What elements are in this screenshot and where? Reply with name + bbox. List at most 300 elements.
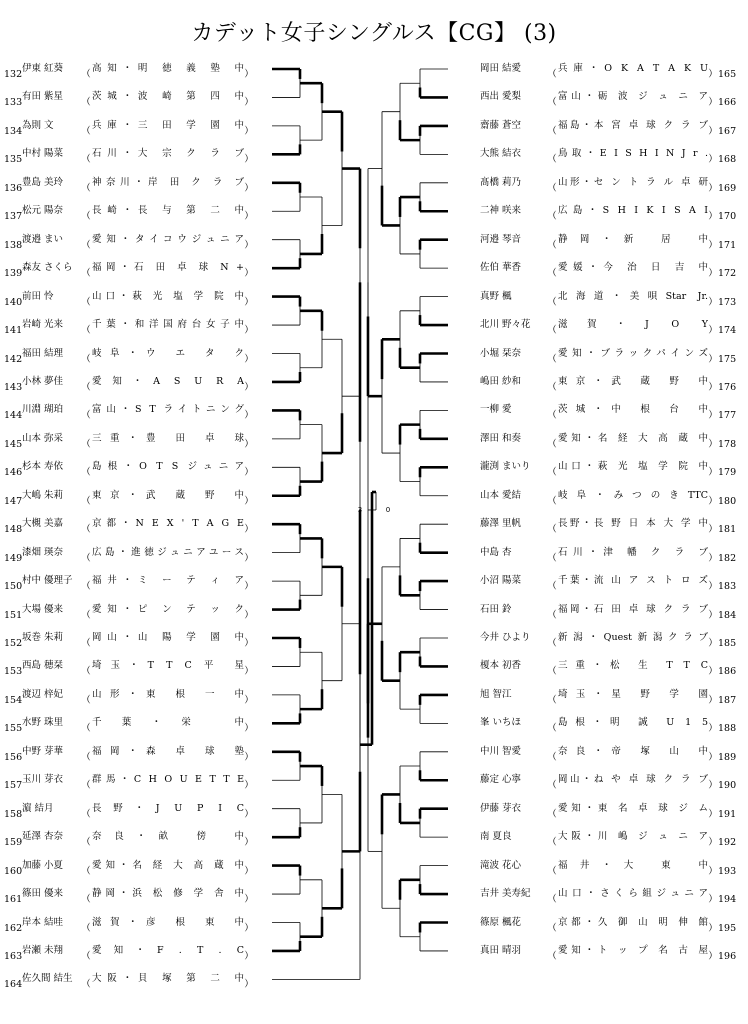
draw-number: 147 bbox=[4, 495, 23, 507]
paren-open: （ bbox=[547, 69, 557, 80]
player-club: 新潟・Quest新潟クラブ bbox=[558, 632, 708, 643]
player-club: 福岡・森 卓 球 塾 bbox=[92, 745, 244, 757]
paren-close: ） bbox=[244, 381, 254, 393]
paren-open: （ bbox=[547, 268, 557, 280]
player-name: 旭 智江 bbox=[480, 688, 512, 700]
draw-number: 158 bbox=[4, 808, 23, 820]
player-club: 茨城・波 崎 第 四 中 bbox=[92, 91, 244, 103]
player-name: 大熊 結衣 bbox=[480, 148, 522, 160]
player-name: 漆畑 瑛奈 bbox=[22, 546, 64, 558]
paren-close: ） bbox=[244, 638, 254, 649]
player-name: 滝波 花心 bbox=[480, 859, 522, 871]
paren-open: （ bbox=[547, 495, 557, 507]
player-name: 南 夏良 bbox=[480, 831, 512, 843]
player-name: 嶋田 紗和 bbox=[480, 375, 522, 387]
draw-number: 143 bbox=[4, 381, 23, 393]
paren-close: ） bbox=[708, 837, 718, 849]
paren-open: （ bbox=[81, 609, 91, 621]
paren-open: （ bbox=[81, 950, 91, 962]
player-club: 静岡・浜 松 修 学 舎 中 bbox=[92, 888, 244, 900]
paren-close: ） bbox=[244, 666, 254, 678]
paren-close: ） bbox=[244, 154, 254, 166]
paren-close: ） bbox=[708, 495, 718, 507]
paren-close: ） bbox=[708, 296, 718, 308]
player-name: 中村 陽菜 bbox=[22, 148, 64, 160]
paren-open: （ bbox=[81, 552, 91, 564]
paren-open: （ bbox=[81, 438, 91, 450]
paren-close: ） bbox=[708, 723, 718, 735]
player-name: 伊東 紅葵 bbox=[22, 63, 64, 74]
draw-number: 167 bbox=[718, 125, 737, 137]
player-club: 長崎・長 与 第 二 中 bbox=[92, 205, 244, 217]
draw-number: 187 bbox=[718, 694, 737, 706]
player-club: 愛媛・今 治 日 吉 中 bbox=[558, 262, 708, 274]
draw-number: 154 bbox=[4, 694, 23, 706]
player-name: 西出 愛梨 bbox=[480, 91, 522, 103]
player-club: 兵庫・O K A T A K U bbox=[558, 63, 708, 74]
paren-open: （ bbox=[547, 97, 557, 109]
player-club: 東京・武 蔵 野 中 bbox=[558, 375, 708, 387]
paren-open: （ bbox=[81, 268, 91, 280]
player-name: 山本 愛結 bbox=[480, 489, 522, 501]
draw-number: 188 bbox=[718, 723, 737, 735]
final-score: 0 bbox=[385, 506, 391, 514]
page-title: カデット女子シングルス【CG】 (3) bbox=[191, 21, 557, 46]
player-name: 吉井 美寿紀 bbox=[480, 888, 531, 900]
player-club: 山形・セ ン ト ラ ル 卓 研 bbox=[558, 176, 708, 188]
player-name: 今井 ひより bbox=[480, 632, 531, 643]
paren-close: ） bbox=[244, 922, 254, 934]
paren-close: ） bbox=[708, 694, 718, 706]
player-club: 愛知・東 名 卓 球 ジ ム bbox=[558, 802, 708, 814]
draw-number: 139 bbox=[4, 268, 23, 280]
paren-open: （ bbox=[81, 325, 91, 337]
player-name: 小沼 陽菜 bbox=[480, 575, 522, 587]
paren-close: ） bbox=[708, 581, 718, 593]
player-club: 三重・松 生 T T C bbox=[558, 660, 708, 672]
player-club: 富山・S T ライトニング bbox=[92, 404, 244, 416]
player-name: 森友 さくら bbox=[22, 262, 73, 274]
player-name: 延澤 杏奈 bbox=[22, 831, 64, 843]
player-name: 大嶋 朱莉 bbox=[22, 489, 64, 501]
draw-number: 193 bbox=[718, 865, 737, 877]
player-name: 川淵 瑚珀 bbox=[22, 404, 64, 416]
paren-close: ） bbox=[708, 638, 718, 649]
player-club: 福岡・石 田 卓 球 ク ラ ブ bbox=[558, 603, 708, 615]
paren-open: （ bbox=[81, 808, 91, 820]
paren-close: ） bbox=[244, 69, 254, 80]
paren-open: （ bbox=[547, 552, 557, 564]
draw-number: 172 bbox=[718, 268, 737, 280]
player-club: 富山・砺 波 ジ ュ ニ ア bbox=[558, 91, 708, 103]
paren-open: （ bbox=[81, 638, 91, 649]
paren-open: （ bbox=[547, 694, 557, 706]
paren-close: ） bbox=[708, 780, 718, 792]
draw-number: 189 bbox=[718, 751, 737, 763]
player-club: 愛知・F . T . C bbox=[92, 944, 244, 956]
draw-number: 192 bbox=[718, 837, 737, 849]
player-club: 大阪・貝 塚 第 二 中 bbox=[92, 973, 244, 985]
player-club: 広島・S H I K I S A I bbox=[558, 205, 708, 217]
paren-open: （ bbox=[81, 894, 91, 906]
player-name: 岸本 結哇 bbox=[22, 916, 64, 928]
paren-close: ） bbox=[708, 894, 718, 906]
player-club: 愛知・A S U R A bbox=[92, 375, 244, 387]
paren-open: （ bbox=[81, 381, 91, 393]
player-name: 伊藤 芽衣 bbox=[480, 802, 522, 814]
draw-number: 194 bbox=[718, 894, 737, 906]
player-club: 奈良・畝 傍 中 bbox=[92, 831, 244, 843]
draw-number: 157 bbox=[4, 780, 23, 792]
draw-number: 166 bbox=[718, 97, 737, 109]
player-name: 齋藤 蒼空 bbox=[480, 119, 522, 131]
player-club: 福島・本 宮 卓 球 ク ラ ブ bbox=[558, 119, 708, 131]
paren-open: （ bbox=[81, 666, 91, 678]
player-name: 大槻 美嘉 bbox=[22, 518, 64, 530]
paren-open: （ bbox=[81, 581, 91, 593]
paren-open: （ bbox=[547, 410, 557, 422]
paren-open: （ bbox=[547, 837, 557, 849]
paren-open: （ bbox=[547, 723, 557, 735]
player-club: 山形・東 根 一 中 bbox=[92, 688, 244, 700]
paren-close: ） bbox=[244, 723, 254, 735]
paren-close: ） bbox=[244, 894, 254, 906]
paren-open: （ bbox=[81, 723, 91, 735]
player-name: 真田 晴羽 bbox=[480, 944, 522, 956]
paren-open: （ bbox=[81, 922, 91, 934]
player-club: 長野・長 野 日 本 大 学 中 bbox=[558, 518, 708, 530]
draw-number: 138 bbox=[4, 239, 23, 251]
paren-close: ） bbox=[244, 239, 254, 251]
paren-close: ） bbox=[708, 353, 718, 365]
paren-open: （ bbox=[547, 609, 557, 621]
paren-open: （ bbox=[547, 467, 557, 479]
player-club: 東京・武 蔵 野 中 bbox=[92, 489, 244, 501]
paren-open: （ bbox=[81, 125, 91, 137]
player-club: 三重・豊 田 卓 球 bbox=[92, 432, 244, 444]
paren-close: ） bbox=[708, 438, 718, 450]
player-club: 京都・久 御 山 明 伸 館 bbox=[558, 916, 708, 928]
player-name: 中島 杏 bbox=[480, 546, 512, 558]
player-name: 前田 怜 bbox=[22, 290, 54, 302]
player-name: 澤田 和奏 bbox=[480, 432, 522, 444]
paren-open: （ bbox=[547, 325, 557, 337]
player-name: 榎本 初香 bbox=[480, 660, 522, 672]
player-name: 小堀 栞奈 bbox=[480, 347, 522, 359]
player-name: 中川 智愛 bbox=[480, 745, 522, 757]
player-club: 千葉・和洋国府台女子中 bbox=[92, 319, 244, 331]
draw-number: 151 bbox=[4, 609, 23, 621]
draw-number: 148 bbox=[4, 524, 23, 536]
player-club: 島根・O T S ジュニア bbox=[92, 461, 244, 473]
player-club: 千葉・栄 中 bbox=[92, 717, 244, 729]
player-club: 愛知・名 経 大 高 蔵 中 bbox=[558, 432, 708, 444]
draw-number: 140 bbox=[4, 296, 23, 308]
draw-number: 163 bbox=[4, 950, 23, 962]
paren-open: （ bbox=[547, 922, 557, 934]
paren-close: ） bbox=[708, 154, 718, 166]
player-club: 山口・さくら組ジュニア bbox=[558, 888, 708, 900]
player-name: 峯 いちほ bbox=[480, 717, 522, 729]
paren-open: （ bbox=[547, 780, 557, 792]
paren-open: （ bbox=[81, 979, 91, 991]
player-name: 松元 陽奈 bbox=[22, 205, 64, 217]
draw-number: 161 bbox=[4, 894, 23, 906]
draw-number: 195 bbox=[718, 922, 737, 934]
paren-open: （ bbox=[547, 296, 557, 308]
player-club: 愛知・ピ ン テ ッ ク bbox=[92, 603, 244, 615]
draw-number: 142 bbox=[4, 353, 23, 365]
paren-close: ） bbox=[244, 97, 254, 109]
player-name: 加藤 小夏 bbox=[22, 859, 64, 871]
draw-number: 196 bbox=[718, 950, 737, 962]
paren-open: （ bbox=[81, 296, 91, 308]
player-club: 埼玉・星 野 学 園 bbox=[558, 688, 708, 700]
paren-close: ） bbox=[244, 837, 254, 849]
player-name: 濵 結月 bbox=[22, 802, 54, 814]
player-name: 岩崎 光来 bbox=[22, 319, 64, 331]
paren-open: （ bbox=[547, 666, 557, 678]
player-name: 村中 優理子 bbox=[22, 575, 73, 587]
paren-open: （ bbox=[547, 154, 557, 166]
paren-close: ） bbox=[244, 296, 254, 308]
player-club: 福井・大 東 中 bbox=[558, 859, 708, 871]
player-club: 茨城・中 根 台 中 bbox=[558, 404, 708, 416]
paren-close: ） bbox=[708, 666, 718, 678]
draw-number: 178 bbox=[718, 438, 737, 450]
player-club: 岡山・山 陽 学 園 中 bbox=[92, 632, 244, 643]
paren-close: ） bbox=[708, 268, 718, 280]
player-club: 石川・大 宗 ク ラ ブ bbox=[92, 148, 244, 160]
player-name: 渡辺 梓妃 bbox=[22, 688, 64, 700]
draw-number: 182 bbox=[718, 552, 737, 564]
draw-number: 153 bbox=[4, 666, 23, 678]
paren-close: ） bbox=[708, 69, 718, 80]
paren-close: ） bbox=[244, 694, 254, 706]
draw-number: 170 bbox=[718, 211, 737, 223]
paren-close: ） bbox=[244, 780, 254, 792]
player-name: 有田 紫星 bbox=[22, 91, 64, 103]
player-club: 滋賀・彦 根 東 中 bbox=[92, 916, 244, 928]
paren-close: ） bbox=[244, 325, 254, 337]
player-club: 島根・明 誠 U 1 5 bbox=[558, 717, 708, 729]
paren-close: ） bbox=[708, 751, 718, 763]
player-name: 渡邉 まい bbox=[22, 233, 64, 245]
paren-open: （ bbox=[547, 182, 557, 194]
draw-number: 165 bbox=[718, 69, 737, 80]
player-name: 河邉 琴音 bbox=[480, 233, 522, 245]
paren-close: ） bbox=[244, 182, 254, 194]
draw-number: 186 bbox=[718, 666, 737, 678]
player-name: 坂巻 朱莉 bbox=[22, 632, 64, 643]
player-name: 水野 珠里 bbox=[22, 717, 64, 729]
paren-close: ） bbox=[708, 950, 718, 962]
draw-number: 155 bbox=[4, 723, 23, 735]
paren-close: ） bbox=[708, 552, 718, 564]
player-club: 兵庫・三 田 学 園 中 bbox=[92, 119, 244, 131]
player-club: 長野・J U P I C bbox=[92, 802, 244, 814]
draw-number: 191 bbox=[718, 808, 737, 820]
player-club: 鳥取・E I S H I N J r . bbox=[558, 148, 708, 160]
draw-number: 145 bbox=[4, 438, 23, 450]
paren-open: （ bbox=[81, 211, 91, 223]
draw-number: 136 bbox=[4, 182, 23, 194]
paren-close: ） bbox=[244, 865, 254, 877]
player-name: 岩瀬 未翔 bbox=[22, 944, 64, 956]
paren-close: ） bbox=[708, 808, 718, 820]
paren-open: （ bbox=[547, 751, 557, 763]
player-club: 福井・ミ ー テ ィ ア bbox=[92, 575, 244, 587]
player-name: 石田 鈴 bbox=[480, 603, 512, 615]
draw-number: 171 bbox=[718, 239, 737, 251]
player-name: 一柳 愛 bbox=[480, 404, 512, 416]
paren-close: ） bbox=[244, 808, 254, 820]
paren-close: ） bbox=[244, 751, 254, 763]
paren-open: （ bbox=[547, 865, 557, 877]
draw-number: 150 bbox=[4, 581, 23, 593]
draw-number: 162 bbox=[4, 922, 23, 934]
paren-close: ） bbox=[244, 552, 254, 564]
player-name: 二神 咲来 bbox=[480, 205, 522, 217]
player-club: 岐阜・ウ エ タ ク bbox=[92, 347, 244, 359]
draw-number: 159 bbox=[4, 837, 23, 849]
paren-close: ） bbox=[244, 524, 254, 536]
player-club: 大阪・川 嶋 ジ ュ ニ ア bbox=[558, 831, 708, 843]
draw-number: 160 bbox=[4, 865, 23, 877]
paren-open: （ bbox=[81, 524, 91, 536]
paren-open: （ bbox=[81, 239, 91, 251]
paren-open: （ bbox=[547, 808, 557, 820]
paren-close: ） bbox=[244, 353, 254, 365]
paren-close: ） bbox=[708, 125, 718, 137]
paren-open: （ bbox=[81, 97, 91, 109]
player-club: 岐阜・みつのきTTC bbox=[558, 489, 708, 501]
paren-close: ） bbox=[244, 125, 254, 137]
paren-close: ） bbox=[244, 495, 254, 507]
player-club: 埼玉・T T C 平 星 bbox=[92, 660, 244, 672]
paren-close: ） bbox=[708, 182, 718, 194]
player-club: 群馬・C H O U E T T E bbox=[92, 774, 244, 786]
paren-close: ） bbox=[244, 979, 254, 991]
paren-open: （ bbox=[547, 894, 557, 906]
paren-close: ） bbox=[708, 239, 718, 251]
player-name: 杉本 寿依 bbox=[22, 461, 64, 473]
draw-number: 144 bbox=[4, 410, 23, 422]
player-club: 京都・N E X ' T A G E bbox=[92, 518, 244, 530]
draw-number: 185 bbox=[718, 638, 737, 649]
draw-number: 146 bbox=[4, 467, 23, 479]
paren-close: ） bbox=[708, 467, 718, 479]
draw-number: 168 bbox=[718, 154, 737, 166]
draw-number: 179 bbox=[718, 467, 737, 479]
paren-close: ） bbox=[244, 581, 254, 593]
paren-open: （ bbox=[547, 125, 557, 137]
paren-open: （ bbox=[81, 154, 91, 166]
paren-close: ） bbox=[708, 211, 718, 223]
player-name: 佐久間 結生 bbox=[22, 973, 73, 985]
draw-number: 137 bbox=[4, 211, 23, 223]
paren-open: （ bbox=[547, 438, 557, 450]
draw-number: 156 bbox=[4, 751, 23, 763]
player-name: 篠原 楓花 bbox=[480, 916, 522, 928]
paren-close: ） bbox=[244, 467, 254, 479]
player-name: 北川 野々花 bbox=[480, 319, 531, 331]
draw-number: 132 bbox=[4, 69, 23, 80]
draw-number: 174 bbox=[718, 325, 737, 337]
draw-number: 181 bbox=[718, 524, 737, 536]
player-name: 真野 楓 bbox=[480, 290, 512, 302]
player-club: 山口・萩 光 塩 学 院 中 bbox=[558, 461, 708, 473]
paren-open: （ bbox=[81, 353, 91, 365]
player-name: 大場 優来 bbox=[22, 603, 64, 615]
player-club: 奈良・帝 塚 山 中 bbox=[558, 745, 708, 757]
paren-close: ） bbox=[244, 950, 254, 962]
draw-number: 177 bbox=[718, 410, 737, 422]
player-club: 愛知・タイコウジュニア bbox=[92, 233, 244, 245]
final-score: 3 bbox=[357, 506, 363, 514]
player-club: 岡山・ね や 卓 球 ク ラ ブ bbox=[558, 774, 708, 786]
draw-number: 183 bbox=[718, 581, 737, 593]
player-name: 中野 芽華 bbox=[22, 745, 64, 757]
player-name: 瀧渕 まいり bbox=[480, 461, 531, 473]
player-club: 石川・津 幡 ク ラ ブ bbox=[558, 546, 708, 558]
player-name: 藤定 心寧 bbox=[480, 774, 522, 786]
draw-number: 133 bbox=[4, 97, 23, 109]
player-name: 岡田 結愛 bbox=[480, 63, 522, 74]
paren-open: （ bbox=[547, 381, 557, 393]
paren-open: （ bbox=[81, 780, 91, 792]
draw-number: 184 bbox=[718, 609, 737, 621]
player-club: 静岡・新 居 中 bbox=[558, 233, 708, 245]
paren-close: ） bbox=[244, 609, 254, 621]
paren-open: （ bbox=[81, 495, 91, 507]
draw-number: 173 bbox=[718, 296, 737, 308]
player-club: 北海道・美唄Star Jr. bbox=[558, 290, 708, 302]
paren-open: （ bbox=[81, 410, 91, 422]
paren-open: （ bbox=[547, 524, 557, 536]
player-club: 愛知・ト ッ プ 名 古 屋 bbox=[558, 944, 708, 956]
player-name: 藤澤 里帆 bbox=[480, 518, 522, 530]
player-name: 篠田 優来 bbox=[22, 888, 64, 900]
paren-open: （ bbox=[547, 239, 557, 251]
paren-open: （ bbox=[547, 950, 557, 962]
paren-close: ） bbox=[708, 381, 718, 393]
paren-close: ） bbox=[708, 325, 718, 337]
draw-number: 149 bbox=[4, 552, 23, 564]
paren-close: ） bbox=[708, 97, 718, 109]
draw-number: 190 bbox=[718, 780, 737, 792]
player-name: 山本 弥采 bbox=[22, 432, 64, 444]
paren-open: （ bbox=[81, 751, 91, 763]
draw-number: 176 bbox=[718, 381, 737, 393]
paren-close: ） bbox=[244, 438, 254, 450]
player-club: 高知・明 徳 義 塾 中 bbox=[92, 63, 244, 74]
player-club: 愛知・名 経 大 高 蔵 中 bbox=[92, 859, 244, 871]
paren-close: ） bbox=[244, 410, 254, 422]
player-club: 愛知・ブラックパインズ bbox=[558, 347, 708, 359]
player-name: 為則 文 bbox=[22, 119, 54, 131]
player-name: 玉川 芽衣 bbox=[22, 774, 64, 786]
player-name: 佐伯 華香 bbox=[480, 262, 522, 274]
player-name: 小林 夢佳 bbox=[22, 375, 64, 387]
paren-open: （ bbox=[81, 837, 91, 849]
draw-number: 135 bbox=[4, 154, 23, 166]
player-club: 広島・進徳ジュニアユース bbox=[92, 546, 244, 558]
paren-close: ） bbox=[244, 211, 254, 223]
draw-number: 134 bbox=[4, 125, 23, 137]
paren-open: （ bbox=[547, 211, 557, 223]
paren-close: ） bbox=[708, 524, 718, 536]
